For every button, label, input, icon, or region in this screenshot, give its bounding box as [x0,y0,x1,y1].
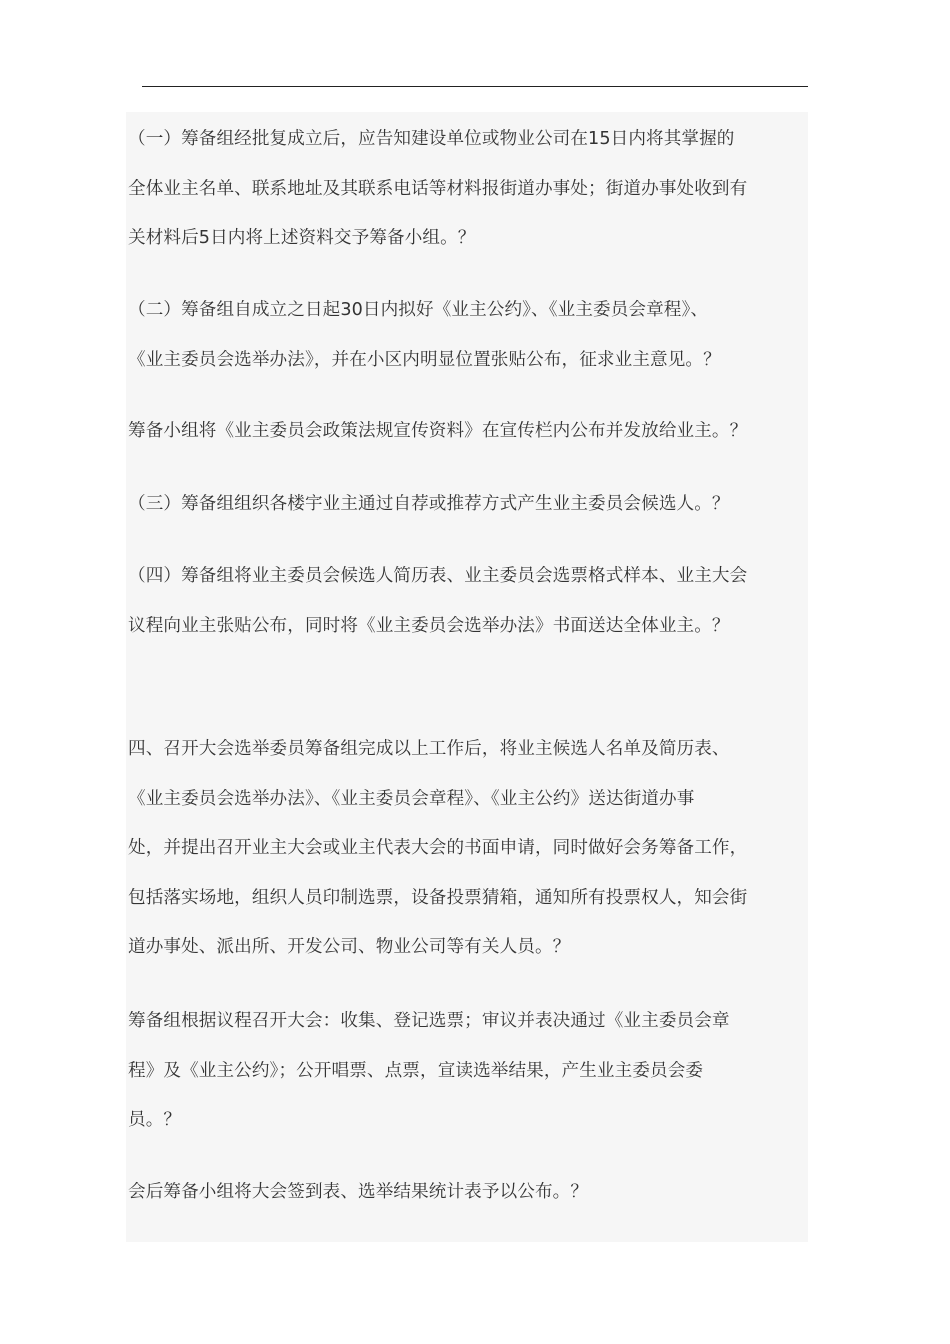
paragraph-line: （二）筹备组自成立之日起30日内拟好《业主公约》、《业主委员会章程》、 [128,300,709,320]
paragraph-4 [128,480,804,530]
paragraph-3 [128,407,804,457]
paragraph-line: （三）筹备组组织各楼宇业主通过自荐或推荐方式产生业主委员会候选人。？ [128,494,730,514]
paragraph-7 [128,997,804,1146]
paragraph-line: 包括落实场地，组织人员印制选票，设备投票猜箱，通知所有投票权人，知会街 [128,887,748,908]
header-rule [142,86,808,87]
paragraph-5 [128,552,804,651]
paragraph-line: 关材料后5日内将上述资料交予筹备小组。？ [128,228,476,248]
paragraph-line: 员。？ [128,1110,182,1130]
paragraph-line: 处，并提出召开业主大会或业主代表大会的书面申请，同时做好会务筹备工作， [128,838,748,858]
paragraph-line: （一）筹备组经批复成立后，应告知建设单位或物业公司在15日内将其掌握的 [128,129,735,149]
paragraph-line: 道办事处、派出所、开发公司、物业公司等有关人员。？ [128,937,571,957]
paragraph-8 [128,1168,804,1218]
paragraph-line: 议程向业主张贴公布，同时将《业主委员会选举办法》书面送达全体业主。？ [128,615,730,636]
paragraph-line: 筹备组根据议程召开大会：收集、登记选票；审议并表决通过《业主委员会章 [128,1011,730,1031]
paragraph-1 [128,115,804,264]
paragraph-line: 《业主委员会选举办法》，并在小区内明显位置张贴公布，征求业主意见。？ [128,349,721,370]
paragraph-line: 筹备小组将《业主委员会政策法规宣传资料》在宣传栏内公布并发放给业主。？ [128,421,748,441]
paragraph-6 [128,725,804,973]
paragraph-line: 程》及《业主公约》；公开唱票、点票，宣读选举结果，产生业主委员会委 [128,1060,704,1081]
paragraph-2 [128,286,804,385]
paragraph-line: 全体业主名单、联系地址及其联系电话等材料报街道办事处；街道办事处收到有 [128,178,748,199]
paragraph-line: 《业主委员会选举办法》、《业主委员会章程》、《业主公约》送达街道办事 [128,788,695,809]
paragraph-line: 四、召开大会选举委员筹备组完成以上工作后，将业主候选人名单及简历表、 [128,739,730,759]
paragraph-line: 会后筹备小组将大会签到表、选举结果统计表予以公布。？ [128,1182,589,1202]
paragraph-line: （四）筹备组将业主委员会候选人简历表、业主委员会选票格式样本、业主大会 [128,566,748,586]
